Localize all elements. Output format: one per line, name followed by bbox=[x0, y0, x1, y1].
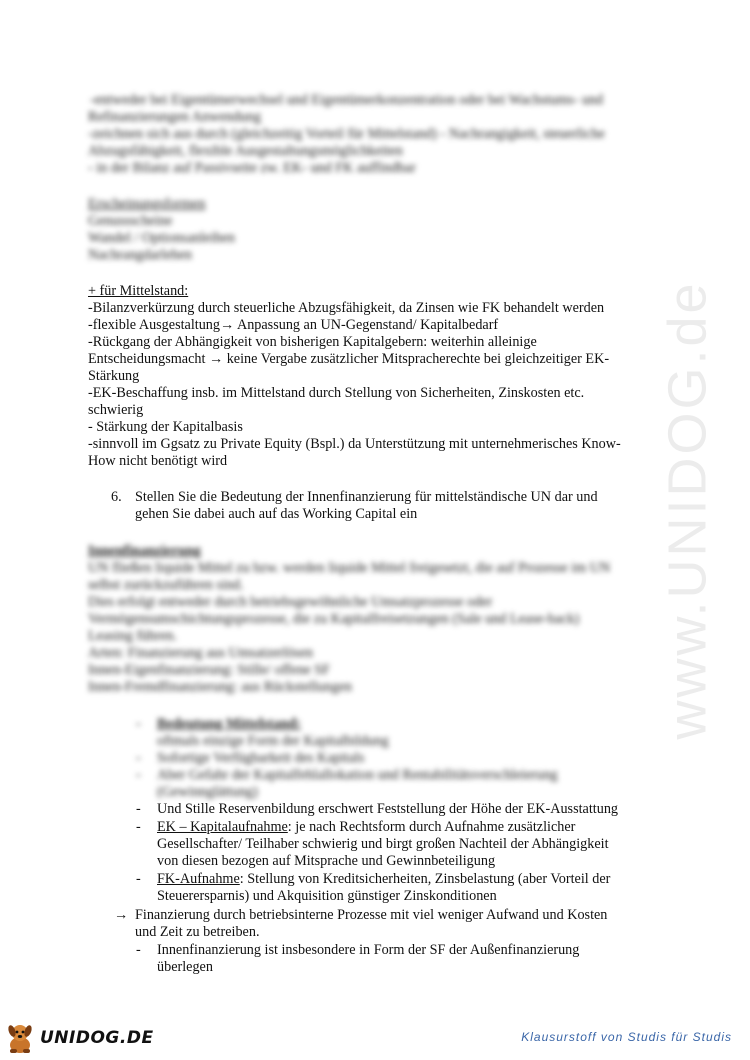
fk-aufnahme-text: : Stellung von Kreditsicherheiten, Zinsbelastung (aber Vorteil der bbox=[239, 871, 611, 887]
conclusion-line: Finanzierung durch betriebsinterne Prozesse mit viel weniger Aufwand und Kosten bbox=[135, 907, 608, 923]
question-line: gehen Sie dabei auch auf das Working Capital ein bbox=[135, 506, 418, 522]
bullet-line: Steuerersparnis) und Akquisition günstiger Zinskonditionen bbox=[157, 888, 497, 904]
bedeutung-line: Sofortige Verfügbarkeit des Kapitals bbox=[157, 750, 365, 766]
bullet-line-fk bbox=[157, 871, 610, 888]
forms-item: Genussscheine bbox=[88, 213, 173, 229]
innen-line: Arten: Finanzierung aus Umsatzerlösen bbox=[88, 645, 313, 661]
bedeutung-line: oftmals einzige Form der Kapitalbildung bbox=[157, 733, 389, 749]
watermark-text: www.UNIDOG.de bbox=[658, 280, 718, 740]
pros-line: -sinnvoll im Ggsatz zu Private Equity (Bspl.) da Unterstützung mit unternehmerisches Know- bbox=[88, 436, 621, 452]
footer-brand[interactable] bbox=[2, 1020, 154, 1056]
bedeutung-line: Aber Gefahr der Kapitalfehlallokation und Rentabilitätsverschleierung bbox=[157, 767, 558, 783]
intro-line: - in der Bilanz auf Passivseite zw. EK- und FK auffindbar bbox=[88, 160, 416, 176]
bedeutung-bullet: - bbox=[136, 767, 141, 783]
ek-kapitalaufnahme-text: : je nach Rechtsform durch Aufnahme zusätzlicher bbox=[287, 819, 576, 835]
pros-line: Stärkung bbox=[88, 368, 140, 384]
ek-kapitalaufnahme-label: EK – Kapitalaufnahme bbox=[157, 819, 288, 835]
pros-line: schwierig bbox=[88, 402, 144, 418]
bedeutung-line: (Gewinnglättung) bbox=[157, 784, 258, 800]
intro-line: -entweder bei Eigentümerwechsel und Eigentümerkonzentration oder bei Wachstums- und bbox=[90, 92, 604, 108]
pros-line: -EK-Beschaffung insb. im Mittelstand durch Stellung von Sicherheiten, Zinskosten etc. bbox=[88, 385, 585, 401]
pros-line: - Stärkung der Kapitalbasis bbox=[88, 419, 243, 435]
brand-name: UNIDOG.DE bbox=[40, 1028, 154, 1048]
innen-line: Innen-Eigenfinanzierung: Stille/ offene SF bbox=[88, 662, 331, 678]
bedeutung-bullet: - bbox=[136, 716, 141, 732]
innen-line: Leasing führen. bbox=[88, 628, 178, 644]
innen-heading: Innenfinanzierung bbox=[88, 543, 201, 559]
pros-heading: + für Mittelstand: bbox=[88, 283, 189, 299]
forms-heading: Erscheinungsformen bbox=[88, 196, 206, 212]
bullet-mark: - bbox=[136, 819, 141, 835]
bullet-mark: - bbox=[136, 801, 141, 817]
pros-line: How nicht benötigt wird bbox=[88, 453, 228, 469]
bullet-line: Gesellschafter/ Teilhaber schwierig und birgt großen Nachteil der Abhängigkeit bbox=[157, 836, 609, 852]
innen-line: Dies erfolgt entweder durch betriebsgewöhnliche Umsatzprozesse oder bbox=[88, 594, 493, 610]
bullet-line: von diesen bezogen auf Mitsprache und Gewinnbeteiligung bbox=[157, 853, 496, 869]
conclusion-sub-line: überlegen bbox=[157, 959, 213, 975]
question-number: 6. bbox=[111, 489, 122, 505]
conclusion-sub-line: Innenfinanzierung ist insbesondere in Form der SF der Außenfinanzierung bbox=[157, 942, 580, 958]
footer-slogan: Klausurstoff von Studis für Studis bbox=[521, 1030, 732, 1044]
forms-item: Wandel / Optionsanleihen bbox=[88, 230, 236, 246]
conclusion-line: und Zeit zu betreiben. bbox=[135, 924, 260, 940]
pros-line: -Rückgang der Abhängigkeit von bisherigen Kapitalgebern: weiterhin alleinige bbox=[88, 334, 537, 350]
bullet-mark: - bbox=[136, 942, 141, 958]
fk-aufnahme-label: FK-Aufnahme bbox=[157, 871, 240, 887]
bullet-line-ek bbox=[157, 819, 575, 836]
bedeutung-bullet: - bbox=[136, 750, 141, 766]
innen-line: Innen-Fremdfinanzierung: aus Rückstellungen bbox=[88, 679, 352, 695]
intro-line: Refinanzierungen Anwendung bbox=[88, 109, 261, 125]
bullet-line: Und Stille Reservenbildung erschwert Feststellung der Höhe der EK-Ausstattung bbox=[157, 801, 619, 817]
watermark bbox=[628, 280, 748, 740]
innen-line: UN fließen liquide Mittel zu bzw. werden liquide Mittel freigesetzt, die auf Prozesse im UN bbox=[88, 560, 611, 576]
pros-line: Entscheidungsmacht → keine Vergabe zusätzlicher Mitspracherechte bei gleichzeitiger EK- bbox=[88, 351, 610, 367]
innen-line: Vermögensumschichtungsprozesse, die zu Kapitalfreisetzungen (Sale und Lease-back) bbox=[88, 611, 580, 627]
forms-item: Nachrangdarlehen bbox=[88, 247, 192, 263]
pros-line: -flexible Ausgestaltung→ Anpassung an UN-Gegenstand/ Kapitalbedarf bbox=[88, 317, 499, 333]
intro-line: Abzugsfähigkeit, flexible Ausgestaltungsmöglichkeiten bbox=[88, 143, 403, 159]
innen-line: selbst zurückzuführen sind. bbox=[88, 577, 244, 593]
question-line: Stellen Sie die Bedeutung der Innenfinanzierung für mittelständische UN dar und bbox=[135, 489, 598, 505]
intro-line: -zeichnen sich aus durch (gleichzeitig Vorteil für Mittelstand) - Nachrangigkeit, steuerliche bbox=[88, 126, 605, 142]
dog-mascot-icon bbox=[2, 1021, 38, 1055]
pros-line: -Bilanzverkürzung durch steuerliche Abzugsfähigkeit, da Zinsen wie FK behandelt werden bbox=[88, 300, 605, 316]
bedeutung-heading: Bedeutung Mittelstand: bbox=[157, 716, 301, 732]
bullet-mark: - bbox=[136, 871, 141, 887]
arrow-icon: → bbox=[114, 907, 129, 923]
